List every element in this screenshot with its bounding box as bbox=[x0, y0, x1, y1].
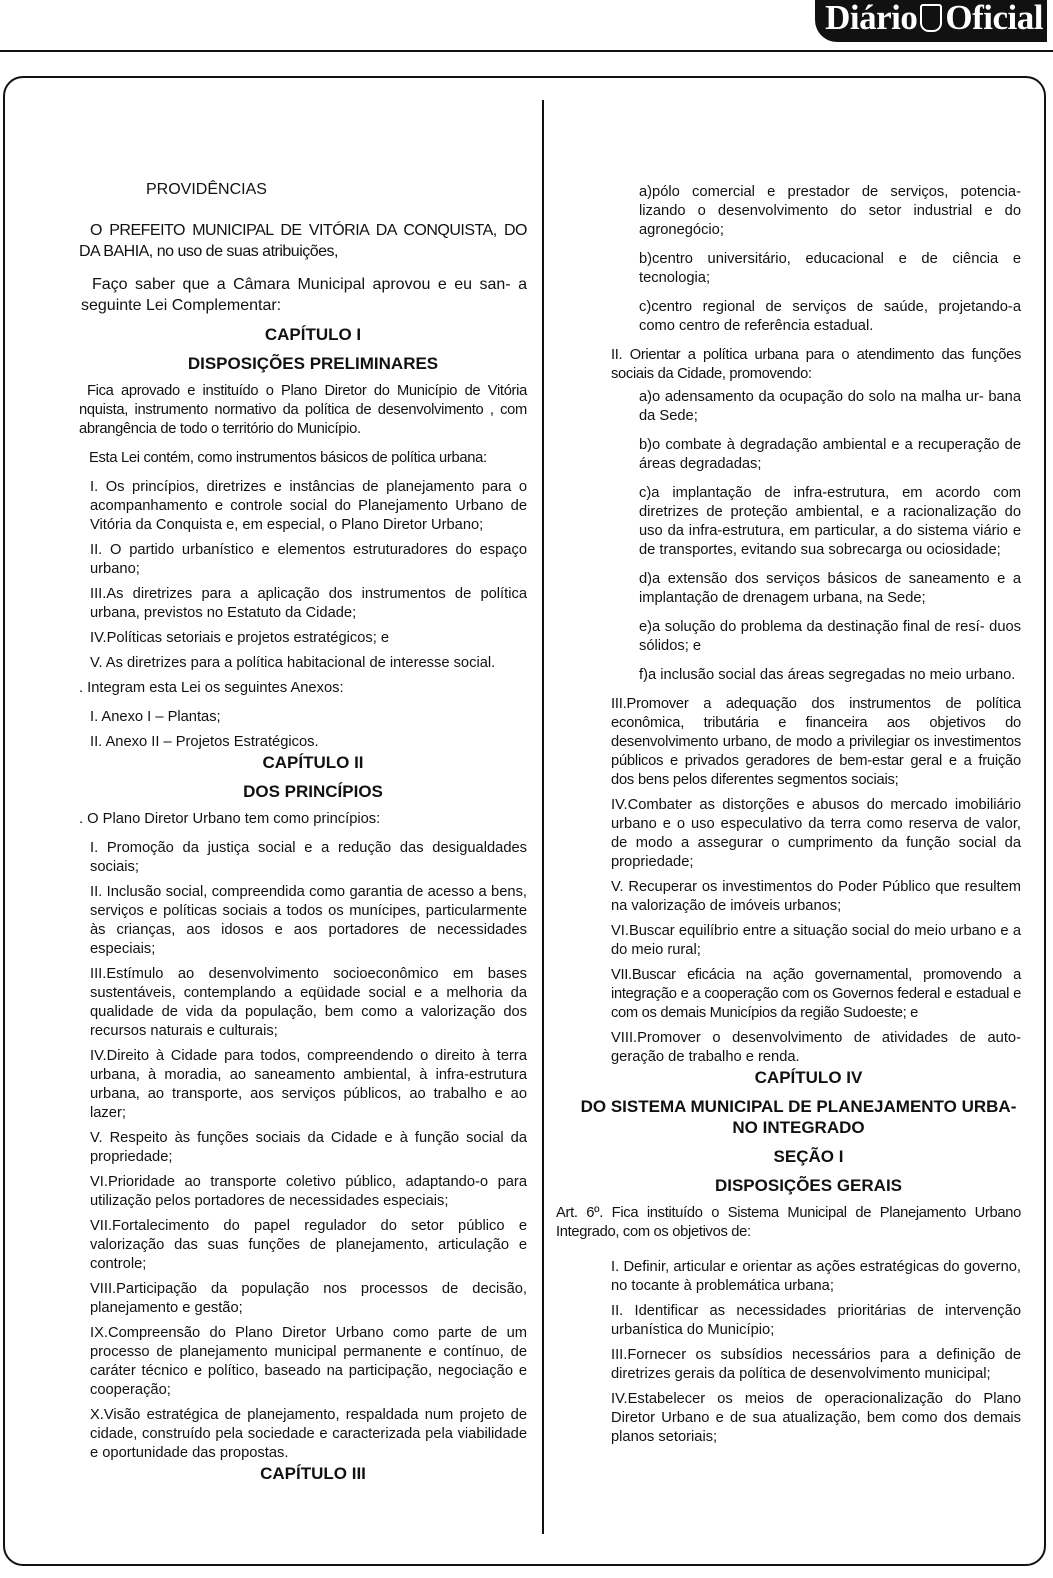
directive-item: III.Promover a adequação dos instrumentos de política econômica, tributária e financeira aos objetivos do desenvolvimento urbano, de modo a privilegiar os investimentos públicos e privados geradores de bem-estar geral e a fruição dos bens pelos diferentes segmentos sociais; bbox=[611, 696, 1021, 788]
chapter-4-heading: CAPÍTULO IV bbox=[754, 1068, 863, 1087]
article-2-item: IV.Políticas setoriais e projetos estratégicos; e bbox=[90, 630, 390, 646]
sub-item: c)centro regional de serviços de saúde, projetando-a como centro de referência estadual. bbox=[639, 299, 1021, 334]
directive-item-2: II. Orientar a política urbana para o atendimento das funções sociais da Cidade, promovendo: bbox=[611, 347, 1021, 382]
article-4: . O Plano Diretor Urbano tem como princípios: bbox=[79, 811, 381, 827]
article-6-item: I. Definir, articular e orientar as ações estratégicas do governo, no tocante à problemática urbana; bbox=[611, 1259, 1021, 1294]
masthead bbox=[815, 0, 1047, 42]
masthead-title-right: Oficial bbox=[945, 0, 1043, 37]
article-6-item: IV.Estabelecer os meios de operacionalização do Plano Diretor Urbano e de sua atualização, bem como dos demais planos setoriais; bbox=[611, 1391, 1021, 1445]
sub-item: c)a implantação de infra-estrutura, em acordo com diretrizes de proteção ambiental, e a racionalização do uso da infra-estrutura, em particular, a do sistema viário e de transportes, evitando sua sobrecarga ou ociosidade; bbox=[639, 485, 1021, 558]
article-3: . Integram esta Lei os seguintes Anexos: bbox=[79, 680, 344, 696]
left-column bbox=[79, 180, 527, 1484]
directive-item: V. Recuperar os investimentos do Poder Público que resultem na valorização de imóveis urbanos; bbox=[611, 879, 1021, 914]
principle-item: III.Estímulo ao desenvolvimento socioeconômico em bases sustentáveis, contemplando a eqüidade social e a melhoria da qualidade de vida da população, bem como a valorização dos recursos naturais e culturais; bbox=[90, 966, 527, 1039]
prefeito-paragraph: O PREFEITO MUNICIPAL DE VITÓRIA DA CONQUISTA, DO DA BAHIA, no uso de suas atribuições, bbox=[79, 222, 527, 260]
principle-item: VII.Fortalecimento do papel regulador do setor público e valorização das suas funções de planejamento, articulação e controle; bbox=[90, 1218, 527, 1272]
principle-item: V. Respeito às funções sociais da Cidade e à função social da propriedade; bbox=[90, 1130, 527, 1165]
chapter-3-heading: CAPÍTULO III bbox=[260, 1464, 366, 1483]
chapter-2-title: DOS PRINCÍPIOS bbox=[243, 782, 383, 801]
chapter-1-title: DISPOSIÇÕES PRELIMINARES bbox=[187, 354, 439, 373]
principle-item: IX.Compreensão do Plano Diretor Urbano como parte de um processo de planejamento municipal permanente e contínuo, de caráter técnico e político, baseado na participação, negociação e cooperação; bbox=[90, 1325, 527, 1398]
article-2-item: III.As diretrizes para a aplicação dos instrumentos de política urbana, previstos no Estatuto da Cidade; bbox=[90, 586, 527, 621]
section-1-heading: SEÇÃO I bbox=[773, 1147, 844, 1166]
sub-item: e)a solução do problema da destinação final de resí- duos sólidos; e bbox=[639, 619, 1021, 654]
article-1: Fica aprovado e instituído o Plano Diretor do Município de Vitória nquista, instrumento normativo da política de desenvolvimento , com abrangência de todo o território do Município. bbox=[79, 383, 527, 437]
masthead-title bbox=[825, 0, 1043, 38]
principle-item: IV.Direito à Cidade para todos, compreendendo o direito à terra urbana, à moradia, ao saneamento ambiental, à infra-estrutura urbana, ao transporte, aos serviços públicos, ao trabalho e ao lazer; bbox=[90, 1048, 527, 1121]
article-6-item: II. Identificar as necessidades prioritárias de intervenção urbanística do Município; bbox=[611, 1303, 1021, 1338]
principle-item: X.Visão estratégica de planejamento, respaldada num projeto de cidade, construído pela sociedade e caracterizada pela viabilidade e oportunidade das propostas. bbox=[90, 1407, 527, 1461]
annex-item: I. Anexo I – Plantas; bbox=[90, 709, 221, 725]
article-2: Esta Lei contém, como instrumentos básicos de política urbana: bbox=[89, 450, 487, 466]
sub-item: b)o combate à degradação ambiental e a recuperação de áreas degradadas; bbox=[639, 437, 1021, 472]
coat-of-arms-icon bbox=[920, 4, 942, 32]
chapter-2-heading: CAPÍTULO II bbox=[262, 753, 364, 772]
sub-item: d)a extensão dos serviços básicos de saneamento e a implantação de drenagem urbana, na Sede; bbox=[639, 571, 1021, 606]
article-6-item: III.Fornecer os subsídios necessários para a definição de diretrizes gerais da política de desenvolvimento municipal; bbox=[611, 1347, 1021, 1382]
principle-item: I. Promoção da justiça social e a redução das desigualdades sociais; bbox=[90, 840, 527, 875]
header-rule bbox=[0, 50, 1053, 52]
faco-saber-paragraph: Faço saber que a Câmara Municipal aprovou e eu san- a seguinte Lei Complementar: bbox=[81, 276, 527, 314]
sub-item: a)pólo comercial e prestador de serviços, potencia- lizando o desenvolvimento do setor industrial e do agronegócio; bbox=[639, 184, 1021, 238]
section-1-title: DISPOSIÇÕES GERAIS bbox=[714, 1176, 903, 1195]
sub-item: a)o adensamento da ocupação do solo na malha ur- bana da Sede; bbox=[639, 389, 1021, 424]
principle-item: II. Inclusão social, compreendida como garantia de acesso a bens, serviços e políticas sociais a todos os munícipes, particularmente às crianças, aos idosos e aos portadores de necessidades especiais; bbox=[90, 884, 527, 957]
masthead-title-left: Diário bbox=[825, 0, 918, 37]
directive-item: VIII.Promover o desenvolvimento de atividades de auto- geração de trabalho e renda. bbox=[611, 1030, 1021, 1065]
directive-item: VII.Buscar eficácia na ação governamental, promovendo a integração e a cooperação com os Governos federal e estadual e com os demais Municípios da região Sudoeste; e bbox=[611, 967, 1021, 1021]
chapter-4-title: DO SISTEMA MUNICIPAL DE PLANEJAMENTO URBA- NO INTEGRADO bbox=[580, 1097, 1017, 1137]
article-6: Art. 6º. Fica instituído o Sistema Municipal de Planejamento Urbano Integrado, com os objetivos de: bbox=[556, 1205, 1021, 1240]
directive-item: VI.Buscar equilíbrio entre a situação social do meio urbano e a do meio rural; bbox=[611, 923, 1021, 958]
principle-item: VIII.Participação da população nos processos de decisão, planejamento e gestão; bbox=[90, 1281, 527, 1316]
article-2-item: II. O partido urbanístico e elementos estruturadores do espaço urbano; bbox=[90, 542, 527, 577]
providencias-heading: PROVIDÊNCIAS bbox=[146, 181, 267, 198]
sub-item: b)centro universitário, educacional e de ciência e tecnologia; bbox=[639, 251, 1021, 286]
sub-item: f)a inclusão social das áreas segregadas no meio urbano. bbox=[639, 667, 1016, 683]
article-2-item: V. As diretrizes para a política habitacional de interesse social. bbox=[90, 655, 496, 671]
right-column bbox=[556, 183, 1021, 1447]
article-2-item: I. Os princípios, diretrizes e instâncias de planejamento para o acompanhamento e controle social do Planejamento Urbano de Vitória da Conquista e, em especial, o Plano Diretor Urbano; bbox=[90, 479, 527, 533]
chapter-1-heading: CAPÍTULO I bbox=[264, 325, 362, 344]
column-divider bbox=[542, 100, 544, 1534]
principle-item: VI.Prioridade ao transporte coletivo público, adaptando-o para utilização pelos portadores de necessidades especiais; bbox=[90, 1174, 527, 1209]
directive-item: IV.Combater as distorções e abusos do mercado imobiliário urbano e o uso especulativo da terra como reserva de valor, de modo a assegurar o cumprimento da função social da propriedade; bbox=[611, 797, 1021, 870]
annex-item: II. Anexo II – Projetos Estratégicos. bbox=[90, 734, 319, 750]
